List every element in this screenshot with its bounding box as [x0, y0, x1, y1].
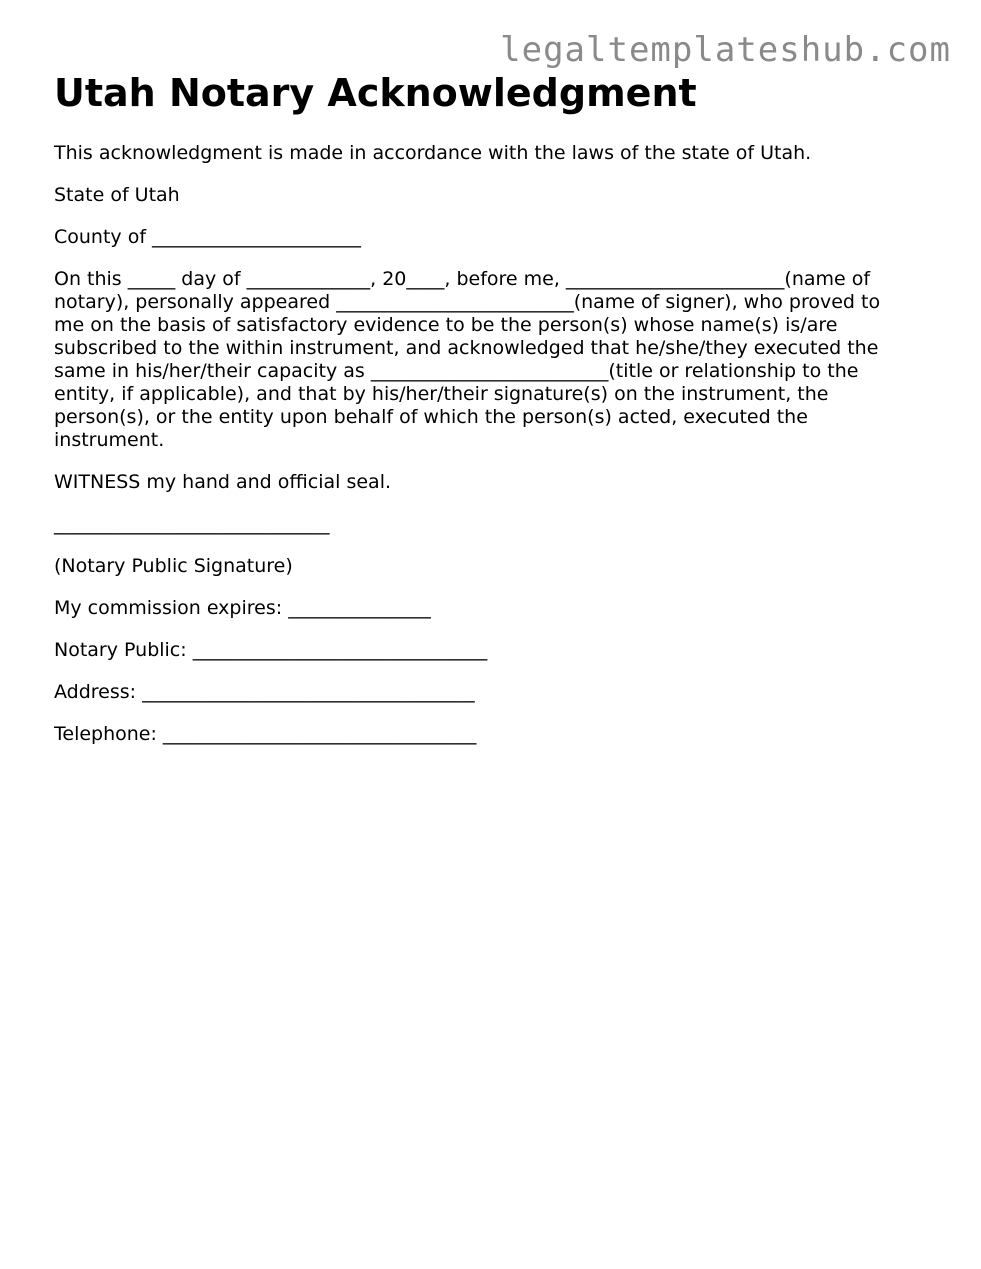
address-line: Address: ___________________________________	[54, 680, 475, 703]
signature-blank: _____________________________	[54, 512, 330, 535]
document-page	[54, 72, 914, 765]
telephone-line: Telephone: _________________________________	[54, 722, 477, 745]
notary-public-line: Notary Public: _______________________________	[54, 638, 488, 661]
signature-caption: (Notary Public Signature)	[54, 554, 293, 577]
commission-line: My commission expires: _______________	[54, 596, 431, 619]
county-line: County of ______________________	[54, 225, 362, 248]
state-line: State of Utah	[54, 183, 180, 206]
document-title: Utah Notary Acknowledgment	[54, 71, 697, 115]
intro-text: This acknowledgment is made in accordance with the laws of the state of Utah.	[54, 141, 812, 164]
acknowledgment-paragraph: On this _____ day of _____________, 20____, before me, _______________________(name of notary), personally appeared _________________________(name of signer), who proved to me on the basis of satisfactory evidence to be the person(s) whose name(s) is/are subscribed to the within instrument, and acknowledged that he/she/they executed the same in his/her/their capacity as _________________________(title or relationship to the entity, if applicable), and that by his/her/their signature(s) on the instrument, the person(s), or the entity upon behalf of which the person(s) acted, executed the instrument.	[54, 267, 881, 451]
watermark: legaltemplateshub.com	[500, 30, 951, 70]
witness-line: WITNESS my hand and official seal.	[54, 470, 392, 493]
